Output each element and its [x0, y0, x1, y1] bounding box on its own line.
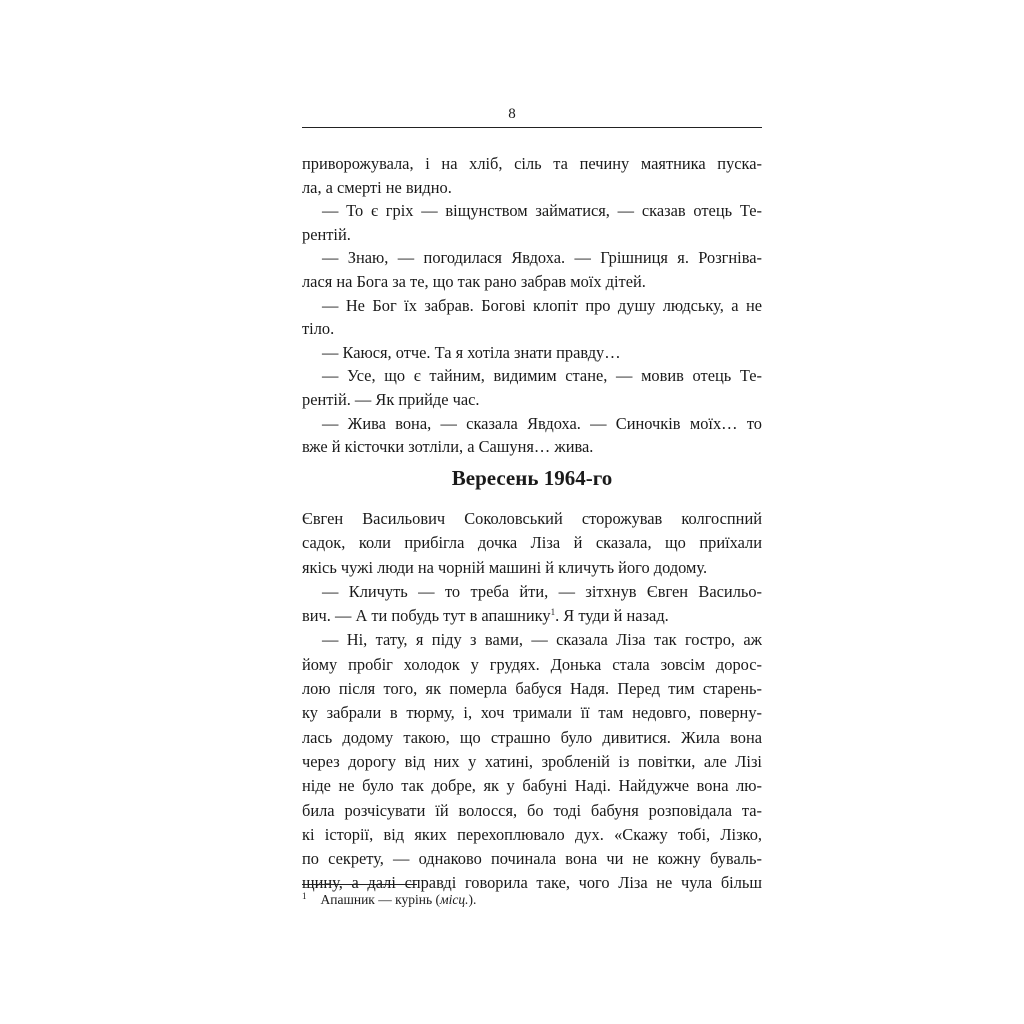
text-line: через дорогу від них у хатині, зробленій із повітки, але Лізі — [302, 751, 762, 771]
text-line — [302, 604, 762, 628]
text-line: била розчісувати їй волосся, бо тоді бабуня розповідала та- — [302, 800, 762, 820]
text-line: тіло. — [302, 319, 335, 339]
text-line: лася на Бога за те, що так рано забрав моїх дітей. — [302, 271, 646, 291]
text-span: . Я туди й назад. — [555, 606, 669, 626]
text-line: — Жива вона, — сказала Явдоха. — Синочків моїх… то — [322, 413, 762, 433]
text-line: рентій. — [302, 224, 351, 244]
text-line: вже й кісточки зотліли, а Сашуня… жива. — [302, 437, 594, 457]
text-line: по секрету, — однаково починала вона чи не кожну буваль- — [302, 849, 762, 869]
text-line: рентій. — Як прийде час. — [302, 389, 480, 409]
header-rule — [302, 127, 762, 128]
text-line: — То є гріх — віщунством займатися, — сказав отець Те- — [322, 201, 762, 221]
footnote-italic: місц. — [440, 892, 469, 907]
text-line: садок, коли прибігла дочка Ліза й сказала, що приїхали — [302, 533, 762, 553]
text-line: якісь чужі люди на чорній машині й кличуть його додому. — [302, 557, 708, 577]
text-line: лась додому такою, що страшно було дивитися. Жила вона — [302, 727, 762, 747]
text-line: щину, а далі справді говорила таке, чого Ліза не чула більш — [302, 873, 762, 893]
text-line: приворожувала, і на хліб, сіль та печину маятника пуска- — [302, 154, 762, 173]
text-line: — Ні, тату, я піду з вами, — сказала Ліза так гостро, аж — [322, 630, 762, 650]
text-block-dialogue — [302, 152, 762, 459]
page-number: 8 — [508, 106, 516, 122]
footnote-text: Апашник — курінь ( — [320, 892, 440, 907]
text-line: ніде не було так добре, як у бабуні Наді. Найдужче вона лю- — [302, 776, 762, 796]
text-line: — Знаю, — погодилася Явдоха. — Грішниця я. Розгніва- — [322, 248, 762, 268]
text-line: йому пробіг холодок у грудях. Донька стала зовсім дорос- — [302, 654, 762, 674]
text-line: Євген Васильович Соколовський сторожував колгоспний — [302, 509, 762, 528]
text-line: — Усе, що є тайним, видимим стане, — мовив отець Те- — [322, 366, 762, 386]
text-line: ла, а смерті не видно. — [302, 177, 452, 197]
footnote-end: ). — [468, 892, 477, 907]
text-line: ку забрали в тюрму, і, хоч тримали її там недовго, поверну- — [302, 703, 762, 723]
footnote-mark: 1 — [302, 891, 307, 901]
footnote-rule — [302, 884, 417, 885]
text-line: — Кличуть — то треба йти, — зітхнув Євген Васильо- — [322, 581, 762, 601]
text-block-section — [302, 507, 762, 896]
text-span: вич. — А ти побудь тут в апашнику — [302, 606, 551, 626]
footnote-reference[interactable]: 1 — [550, 607, 556, 618]
section-heading: Вересень 1964-го — [451, 466, 613, 490]
text-line: — Каюся, отче. Та я хотіла знати правду… — [322, 342, 621, 362]
text-line: кі історії, від яких перехоплювало дух. «Скажу тобі, Лізко, — [302, 824, 762, 844]
text-line: — Не Бог їх забрав. Богові клопіт про душу людську, а не — [322, 295, 762, 315]
footnote — [302, 891, 476, 908]
text-line: лою після того, як померла бабуся Надя. Перед тим старень- — [302, 679, 762, 699]
